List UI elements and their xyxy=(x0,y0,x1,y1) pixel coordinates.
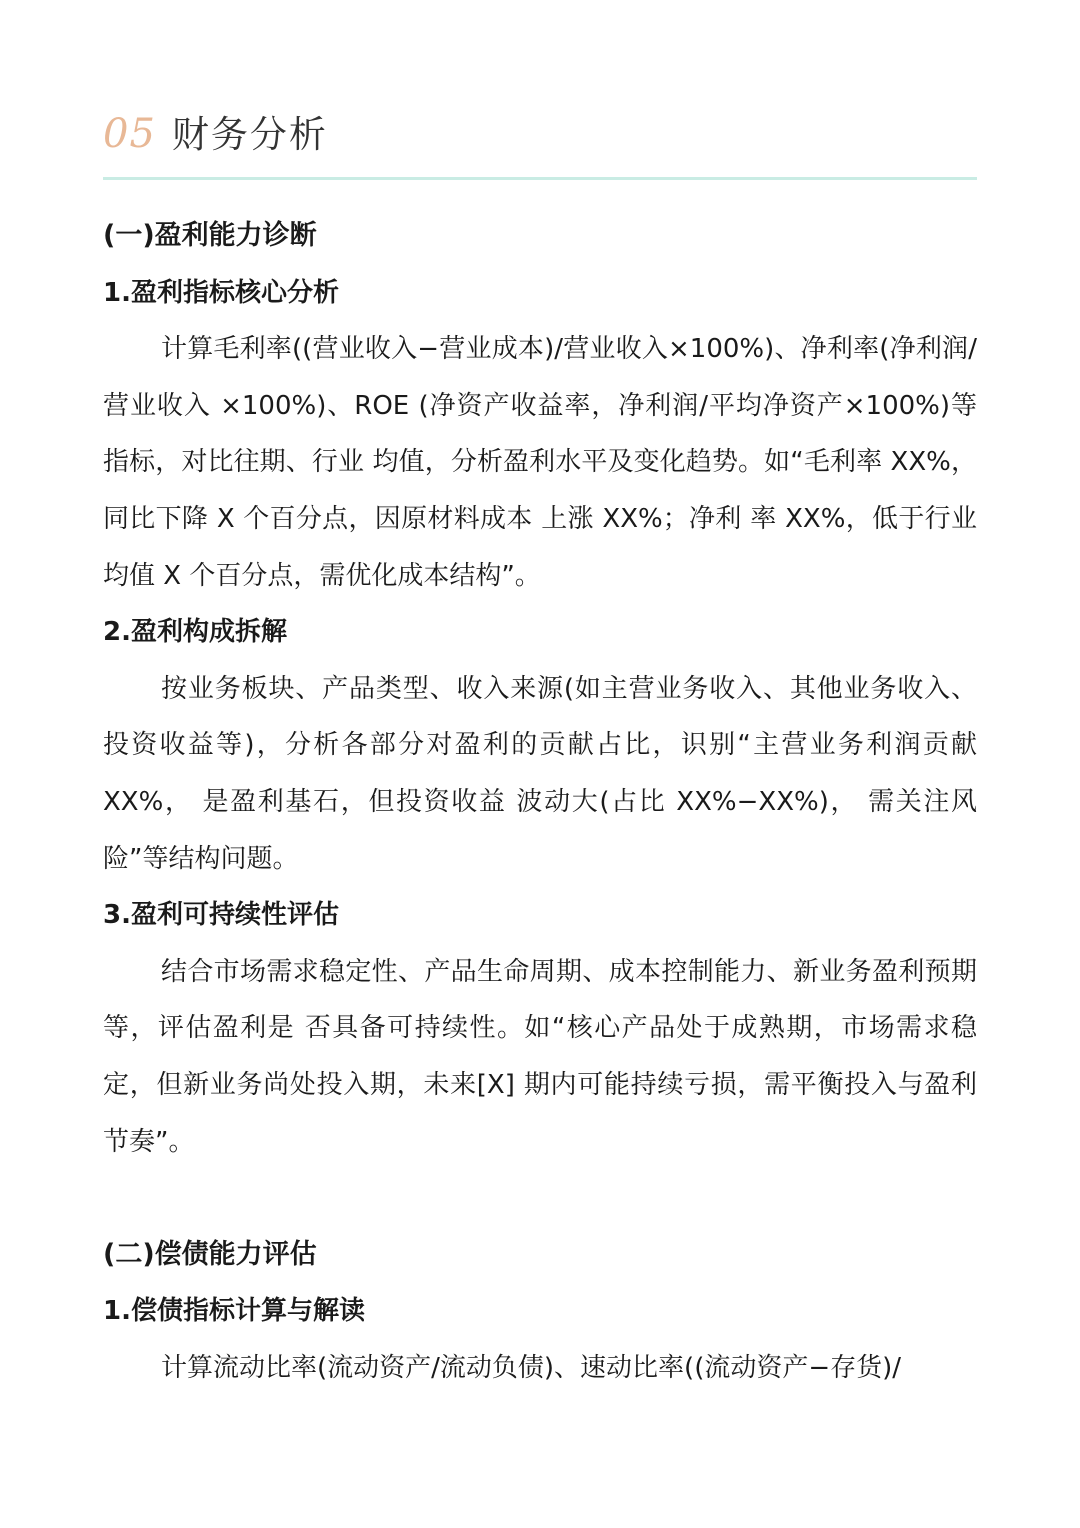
paragraph: 计算毛利率((营业收入−营业成本)/营业收入×100%)、净利率(净利润/营业收入 ×100%)、ROE (净资产收益率，净利润/平均净资产×100%)等指标，对比往期、行业 均值，分析盈利水平及变化趋势。如“毛利率 XX%， 同比下降 X 个百分点，因原材料成本 上涨 XX%；净利 率 XX%，低于行业均值 X 个百分点，需优化成本结构”。 xyxy=(103,334,977,591)
chapter-header xyxy=(103,104,328,164)
paragraph: 计算流动比率(流动资产/流动负债)、速动比率((流动资产−存货)/ xyxy=(161,1352,902,1383)
header-divider xyxy=(103,177,977,180)
subsection-title: 1.偿债指标计算与解读 xyxy=(103,1296,365,1327)
chapter-number: 05 xyxy=(103,111,156,157)
subsection-title: 2.盈利构成拆解 xyxy=(103,617,287,648)
section-spacer xyxy=(103,1170,977,1227)
document-body xyxy=(103,208,977,1396)
section-title-profitability: (一)盈利能力诊断 xyxy=(103,220,317,251)
paragraph: 按业务板块、产品类型、收入来源(如主营业务收入、其他业务收入、投资收益等)，分析各部分对盈利的贡献占比，识别“主营业务利润贡献 XX%， 是盈利基石，但投资收益 波动大(占比 XX%−XX%)， 需关注风险”等结构问题。 xyxy=(103,673,977,874)
paragraph: 结合市场需求稳定性、产品生命周期、成本控制能力、新业务盈利预期等，评估盈利是 否具备可持续性。如“核心产品处于成熟期，市场需求稳定，但新业务尚处投入期，未来[X] 期内可能持续亏损，需平衡投入与盈利节奏”。 xyxy=(103,956,977,1157)
subsection-title: 3.盈利可持续性评估 xyxy=(103,900,339,931)
section-title-solvency: (二)偿债能力评估 xyxy=(103,1238,317,1270)
subsection-title: 1.盈利指标核心分析 xyxy=(103,277,339,308)
chapter-title: 财务分析 xyxy=(171,113,328,156)
